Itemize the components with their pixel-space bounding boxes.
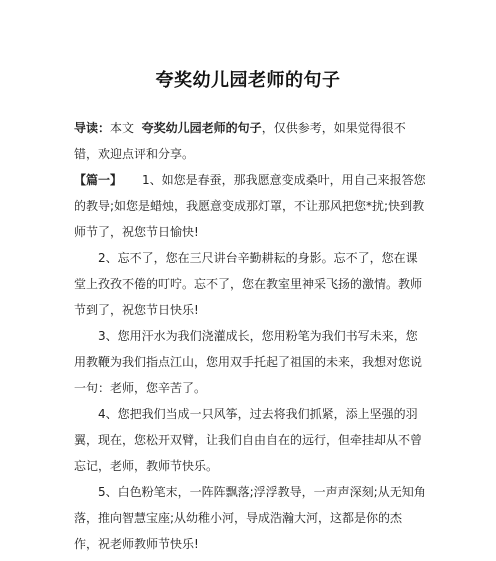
document-body [74,115,426,557]
paragraph-3: 3、您用汗水为我们浇灌成长，您用粉笔为我们书写未来，您用教鞭为我们指点江山，您用双手托起了祖国的未来，我想对您说一句：老师，您辛苦了。 [74,329,423,395]
intro-suffix: ，仅供参考，如果觉得很不错，欢迎点评和分享。 [74,121,406,161]
paragraph-5: 5、白色粉笔末，一阵阵飘落;浮浮教导，一声声深刻;从无知角落，推向智慧宝座;从幼稚小河，导成浩瀚大河，这都是你的杰作，祝老师教师节快乐! [74,485,426,551]
section-label: 【篇一】 [74,173,123,187]
paragraph-4: 4、您把我们当成一只风筝，过去将我们抓紧，添上坚强的羽翼，现在，您松开双臂，让我们自由自在的远行，但牵挂却从不曾忘记，老师，教师节快乐。 [74,407,423,473]
paragraph-2: 2、忘不了，您在三尺讲台辛勤耕耘的身影。忘不了，您在课堂上孜孜不倦的叮咛。忘不了，您在教室里神采飞扬的激情。教师节到了，祝您节日快乐! [74,251,423,317]
intro-article-title: 夸奖幼儿园老师的句子 [141,121,262,135]
paragraph-1 [74,167,426,245]
document-title: 夸奖幼儿园老师的句子 [155,70,341,91]
intro-paragraph [74,115,426,167]
paragraph-1-text: 1、如您是春蚕，那我愿意变成桑叶，用自己来报答您的教导;如您是蜡烛，我愿意变成那灯罩，不让那风把您*扰;快到教师节了，祝您节日愉快! [74,173,426,239]
intro-prefix: 本文 [110,121,135,135]
intro-label: 导读： [74,121,111,135]
